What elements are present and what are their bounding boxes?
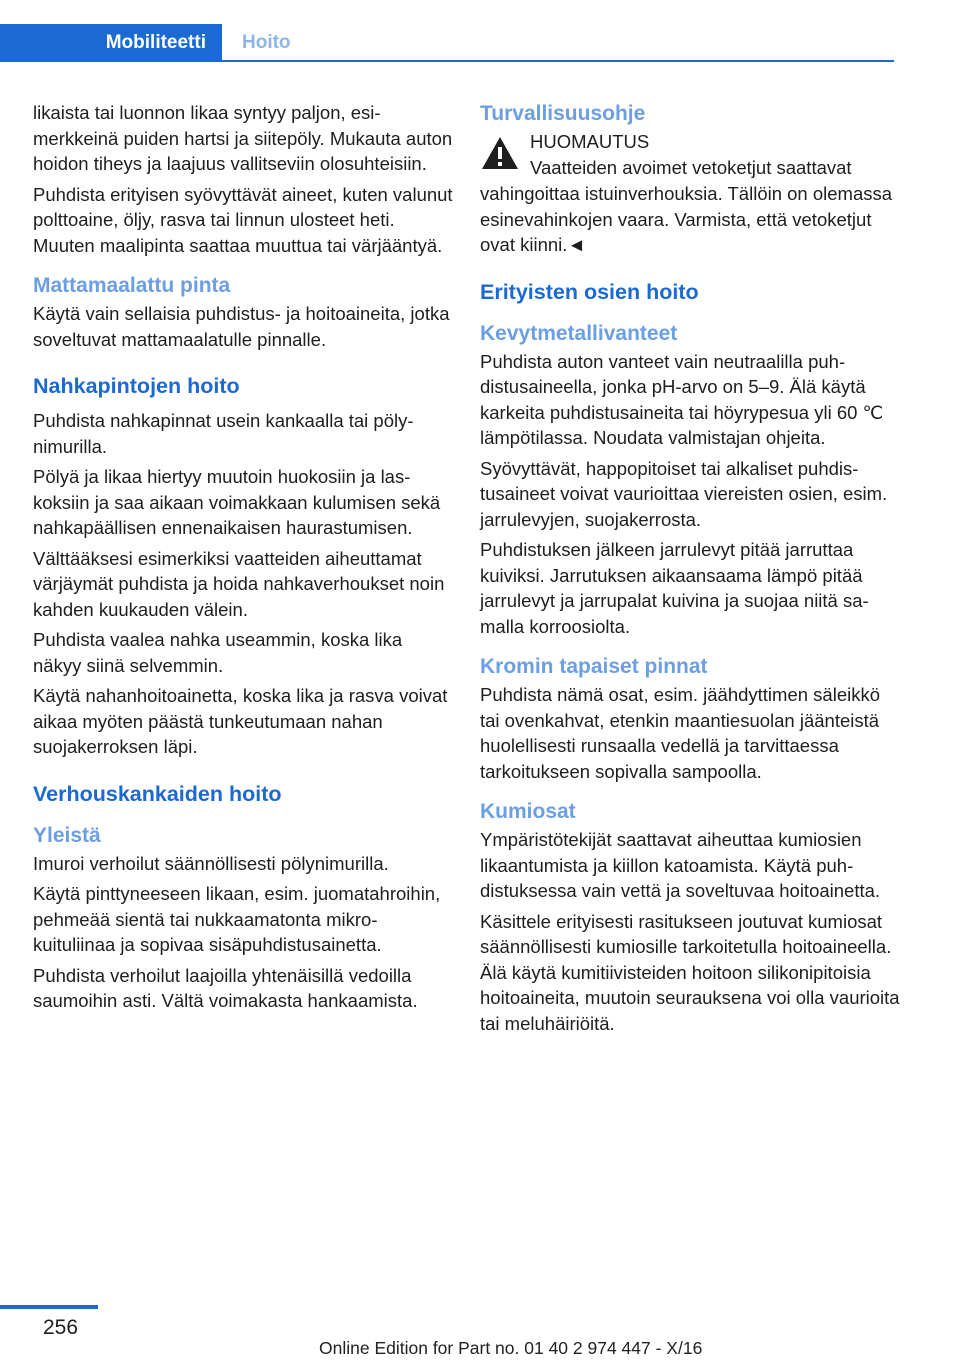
paragraph: Käytä pinttyneeseen likaan, esim. juomatahroihin, pehmeää sientä tai nukkaamatonta mikrokuituliinaa ja sopivaa sisäpuhdistusainetta. [33, 883, 441, 955]
heading-kevytmetallivanteet: Kevytmetallivanteet [480, 321, 678, 345]
paragraph: Välttääksesi esimerkiksi vaatteiden aiheuttamat värjäymät puhdista ja hoida nahkaverhoukset noin kahden kuukauden välein. [33, 547, 445, 620]
heading-yleista: Yleistä [33, 823, 101, 847]
paragraph: likaista tai luonnon likaa syntyy paljon, esimerkkeinä puiden hartsi ja siitepöly. Mukauta auton hoidon tiheys ja laajuus vallitseviin olosuhteisiin. [33, 102, 453, 174]
header-rule [222, 60, 894, 62]
warning-box [480, 129, 900, 181]
paragraph: Puhdista verhoilut laajoilla yhtenäisillä vedoilla saumoihin asti. Vältä voimakasta hankaamista. [33, 964, 418, 1011]
paragraph: Pölyä ja likaa hiertyy muutoin huokosiin ja laskoksiin ja saa aikaan voimakkaan kulumisen sekä nahkapäällisen ennenaikaisen haurastumisen. [33, 466, 441, 538]
paragraph: Puhdistuksen jälkeen jarrulevyt pitää jarruttaa kuiviksi. Jarrutuksen aikaansaama lämpö pitää jarrulevyt ja jarrupalat kuivina ja suojaa niitä samalla korroosiolta. [480, 539, 869, 637]
warning-triangle-icon [480, 135, 520, 171]
paragraph: Puhdista nämä osat, esim. jäähdyttimen säleikkö tai ovenkahvat, etenkin maantiesuolan jäänteistä huolellisesti runsaalla vedellä ja tarvittaessa tarkoitukseen sopivalla sampoolla. [480, 684, 881, 782]
warning-text-continued: vahingoittaa istuinverhouksia. Tällöin on olemassa esinevahinkojen vaara. Varmista, että vetoketjut ovat kiinni.◄ [480, 183, 893, 255]
tab-mobiliteetti[interactable]: Mobiliteetti [0, 24, 222, 62]
edition-text: Online Edition for Part no. 01 40 2 974 447 - X/16 [319, 1338, 703, 1358]
paragraph: Puhdista auton vanteet vain neutraalilla puhdistusaineella, jonka pH-arvo on 5–9. Älä käytä karkeita puhdistusaineita tai höyrypesua yli 60 ℃ lämpötilassa. Noudata valmistajan ohjeita. [480, 350, 884, 448]
paragraph: Ympäristötekijät saattavat aiheuttaa kumiosien likaantumista ja kiillon katoamista. Käytä puhdistuksessa vain vettä ja soveltuvaa hoitoainetta. [480, 829, 881, 901]
heading-verhouskankaiden-hoito: Verhouskankaiden hoito [33, 781, 282, 806]
page-number: 256 [43, 1316, 79, 1339]
heading-mattamaalattu: Mattamaalattu pinta [33, 274, 231, 297]
warning-title: HUOMAUTUS [530, 131, 650, 152]
paragraph: Käytä nahanhoitoainetta, koska lika ja rasva voivat aikaa myöten päästä tunkeutumaan nahan suojakerroksen läpi. [33, 685, 448, 757]
paragraph: Käytä vain sellaisia puhdistus- ja hoitoaineita, jotka soveltuvat mattamaalatulle pinnalle. [33, 303, 450, 350]
warning-text: Vaatteiden avoimet vetoketjut saattavat [530, 156, 852, 178]
paragraph: Puhdista vaalea nahka useammin, koska lika näkyy siinä selvemmin. [33, 629, 403, 676]
paragraph: Puhdista nahkapinnat usein kankaalla tai pölynimurilla. [33, 410, 414, 457]
left-column [33, 100, 453, 1019]
footer-accent-bar [0, 1305, 98, 1309]
heading-kromin-tapaiset-pinnat: Kromin tapaiset pinnat [480, 655, 708, 678]
paragraph: Puhdista erityisen syövyttävät aineet, kuten valunut polttoaine, öljy, rasva tai linnun ulosteet heti. Muuten maalipinta saattaa muuttua tai värjääntyä. [33, 183, 453, 256]
paragraph: Imuroi verhoilut säännöllisesti pölynimurilla. [33, 852, 389, 874]
heading-turvallisuusohje: Turvallisuusohje [480, 102, 646, 125]
header-tabs [0, 24, 894, 62]
heading-erityisten-osien-hoito: Erityisten osien hoito [480, 279, 699, 304]
tab-hoito[interactable]: Hoito [242, 32, 291, 53]
paragraph: Käsittele erityisesti rasitukseen joutuvat kumiosat säännöllisesti kumiosille tarkoitetulla hoitoaineella. Älä käytä kumitiivisteiden hoitoon silikonipitoisia hoitoaineita, muutoin seurauksena voi olla vaurioita tai meluhäiriöitä. [480, 910, 900, 1034]
right-column [480, 100, 900, 1041]
heading-nahkapintojen-hoito: Nahkapintojen hoito [33, 374, 240, 398]
paragraph: Syövyttävät, happopitoiset tai alkaliset puhdistusaineet voivat vaurioittaa viereisten osien, esim. jarrulevyjen, suojakerrosta. [480, 457, 888, 530]
heading-kumiosat: Kumiosat [480, 800, 576, 823]
